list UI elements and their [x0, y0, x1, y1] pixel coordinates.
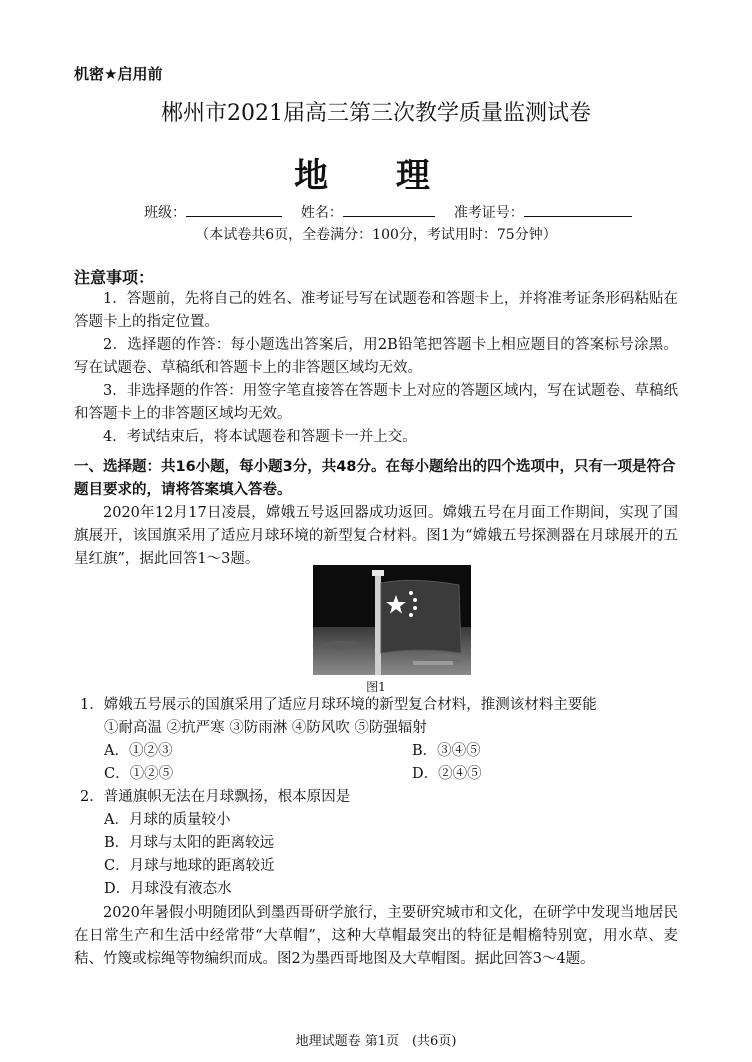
- exam-title: 郴州市2021届高三第三次教学质量监测试卷: [161, 101, 591, 126]
- exam-id-blank[interactable]: [524, 202, 632, 217]
- question-1-option-c[interactable]: C．①②⑤: [104, 766, 174, 782]
- class-label: 班级：: [144, 205, 186, 221]
- material-2: 2020年暑假小明随团队到墨西哥研学旅行，主要研究城市和文化，在研学中发现当地居民在日常生产和生活中经常带“大草帽”，这种大草帽最突出的特征是帽檐特别宽，用水草、麦秸、竹篾或棕绳等物编织而成。图2为墨西哥地图及大草帽图。据此回答3～4题。: [74, 905, 678, 967]
- name-label: 姓名：: [300, 205, 343, 221]
- material-1: 2020年12月17日凌晨，嫦娥五号返回器成功返回。嫦娥五号在月面工作期间，实现了国旗展开，该国旗采用了适应月球环境的新型复合材料。图1为“嫦娥五号探测器在月球展开的五星红旗”，据此回答1～3题。: [74, 505, 678, 567]
- class-blank[interactable]: [186, 202, 282, 217]
- question-1-items: ①耐高温 ②抗严寒 ③防雨淋 ④防风吹 ⑤防强辐射: [104, 720, 427, 736]
- question-1-option-d[interactable]: D．②④⑤: [412, 766, 482, 782]
- notice-item-2: 2．选择题的作答：每小题选出答案后，用2B铅笔把答题卡上相应题目的答案标号涂黑。写在试题卷、草稿纸和答题卡上的非答题区域均无效。: [74, 337, 678, 376]
- notice-heading: 注意事项：: [74, 268, 155, 287]
- confidential-mark: 机密★启用前: [74, 65, 163, 83]
- page-footer: 地理试题卷 第1页 (共6页): [295, 1034, 457, 1049]
- question-1-option-a[interactable]: A．①②③: [104, 743, 173, 759]
- notice-item-3: 3．非选择题的作答：用签字笔直接答在答题卡上对应的答题区域内，写在试题卷、草稿纸和答题卡上的非答题区域均无效。: [74, 383, 678, 422]
- name-blank[interactable]: [343, 202, 435, 217]
- flag-photo-graphic: [313, 565, 471, 675]
- subject-title: 地 理: [294, 156, 458, 196]
- question-2-option-d[interactable]: D．月球没有液态水: [104, 881, 232, 897]
- question-1-stem: 1．嫦娥五号展示的国旗采用了适应月球环境的新型复合材料，推测该材料主要能: [80, 697, 597, 713]
- section-heading: 一、选择题：共16小题，每小题3分，共48分。在每小题给出的四个选项中，只有一项是符合题目要求的，请将答案填入答卷。: [74, 459, 676, 498]
- exam-note: （本试卷共6页，全卷满分：100分，考试用时：75分钟）: [195, 227, 557, 243]
- notice-item-1: 1．答题前，先将自己的姓名、准考证号写在试题卷和答题卡上，并将准考证条形码粘贴在答题卡上的指定位置。: [74, 291, 678, 330]
- notice-item-4: 4．考试结束后，将本试题卷和答题卡一并上交。: [103, 429, 417, 445]
- figure-1-caption: 图1: [366, 680, 386, 694]
- exam-id-label: 准考证号：: [453, 205, 524, 221]
- student-info-fields: [144, 202, 632, 222]
- question-1-option-b[interactable]: B．③④⑤: [412, 743, 481, 759]
- question-2-option-b[interactable]: B．月球与太阳的距离较远: [104, 835, 275, 851]
- question-2-option-a[interactable]: A．月球的质量较小: [104, 812, 231, 828]
- flag-on-moon-photo: [313, 565, 471, 675]
- question-2-stem: 2．普通旗帜无法在月球飘扬，根本原因是: [80, 789, 351, 805]
- question-2-option-c[interactable]: C．月球与地球的距离较近: [104, 858, 275, 874]
